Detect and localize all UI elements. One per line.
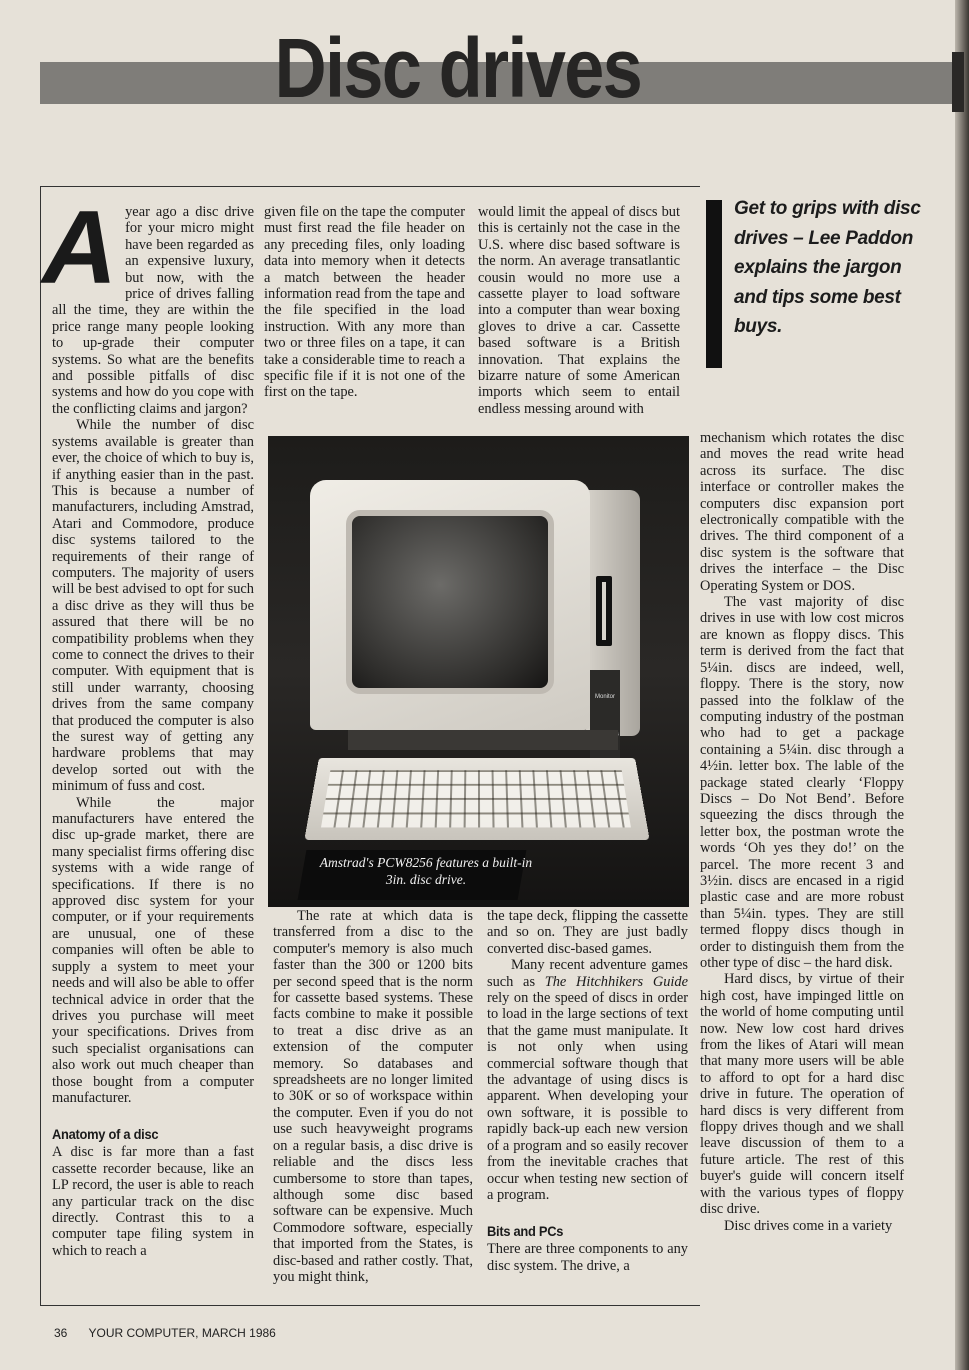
- section-heading: Bits and PCs: [487, 1223, 564, 1240]
- article-column-3-top: [478, 204, 680, 434]
- article-column-1: [42, 190, 254, 1304]
- monitor: [310, 480, 615, 730]
- paragraph: year ago a disc drive for your micro might have been regarded as an expensive luxury, but now, with the price of drives falling all the time, they are within the price range many people looking to up-grade their computer systems. So what are the benefits and possible pitfalls of disc systems and how do you cope with the conflicting claims and jargon?: [52, 204, 254, 417]
- paragraph: A disc is far more than a fast cassette recorder because, like an LP record, the user is able to reach any particular track on the disc directly. Contrast this to a computer tape filing system in which to reach a: [52, 1144, 254, 1259]
- disc-drive-slot: [596, 576, 612, 646]
- paragraph: given file on the tape the computer must first read the file header on any preceding files, only loading data into memory when it detects a match between the header information read from the tape and the file specified in the load instruction. With any more than two or three files on a tape, it can take a considerable time to reach a specific file if it is not one of the first on the tape.: [264, 204, 465, 401]
- article-column-4: [700, 430, 904, 1310]
- photo-amstrad-pcw8256: [268, 436, 689, 907]
- paragraph: The rate at which data is transferred from a disc to the computer's memory is also much faster than the 300 or 1200 bits per second speed that is the norm for cassette based systems. These facts combine to make it possible to treat a disc drive as an extension of the computer memory. So databases and spreadsheets are no longer limited to 30K or so of workspace within the computer. Even if you do not use such heavyweight programs on a regular basis, a disc drive is reliable and the discs less cumbersome to store than tapes, although some disc based software can be expensive. Much Commodore software, especially that imported from the States, is disc-based and rather costly. That, you might think,: [273, 908, 473, 1285]
- title-band-tab: [952, 52, 964, 112]
- text-run: rely on the speed of discs in order to load in the large sections of text that the game must manipulate. It is not only when using commercial software though that the advantage of using discs is apparent. When developing your own software, it is possible to rapidly back-up each new version of a program and so easily recover from the inevitable craches that occur when testing new section of a program.: [487, 990, 688, 1203]
- page-number: 36: [54, 1326, 68, 1340]
- article-column-3-bottom: [487, 908, 688, 1303]
- paragraph: would limit the appeal of discs but this is certainly not the case in the U.S. where disc based software is the norm. An average transatlantic cousin would no more use a cassette player to load software into a computer than wear boxing gloves to drive a car. Cassette based software is a British innovation. That explains the bizarre nature of some American imports which seem to entail endless messing around with: [478, 204, 680, 417]
- keyboard: [304, 758, 649, 840]
- frame-rule-top: [40, 186, 700, 187]
- paragraph: There are three components to any disc system. The drive, a: [487, 1241, 688, 1274]
- text-run: Many recent adventure games such as: [487, 957, 688, 990]
- paragraph: Disc drives come in a variety: [724, 1217, 893, 1234]
- monitor-screen: [346, 510, 554, 694]
- paragraph: While the number of disc systems available is greater than ever, the choice of which to buy is, if anything easier than in the past. This is because a number of manufacturers, including Amstrad, Atari and Commodore, produce disc systems tailored to the requirements of their range of computers. The majority of users will be best advised to opt for such a disc drive as they will thus be assured that there will be no compatibility problems when they come to connect the drives to their computer. With equipment that is still under warranty, choosing drives from the same company that produced the computer is also the surest way of getting any hardware problems that may develop sorted out with the minimum of fuss and cost.: [52, 417, 254, 795]
- frame-rule-bottom: [40, 1305, 700, 1306]
- game-title: The Hitchhikers Guide: [544, 973, 688, 990]
- paragraph: While the major manufacturers have entered the disc up-grade market, there are many specialist firms offering disc systems with a wide range of specifications. If there is no approved disc system for your computer, or if your requirements are unusual, one of these companies will often be able to supply a system to meet your needs and will also be able to offer technical advice in order that the drives you purchase will meet your specifications. Drives from such specialist organisations can also work out much cheaper than those bought from a computer manufacturer.: [52, 794, 254, 1106]
- standfirst-text: Get to grips with disc drives – Lee Paddon explains the jargon and tips some best buys.: [734, 198, 921, 337]
- paragraph: the tape deck, flipping the cassette and so on. They are just badly converted disc-based games.: [487, 908, 688, 957]
- page-footer: [54, 1326, 276, 1340]
- paragraph: mechanism which rotates the disc and moves the read write head across its surface. The disc interface or controller makes the computers disc expansion port electronically compatible with the drives. The third component of a disc system is the software that drives the interface – the Disc Operating System or DOS.: [700, 430, 904, 594]
- section-heading: Anatomy of a disc: [52, 1126, 159, 1143]
- standfirst-bar: [706, 200, 722, 368]
- article-column-2-top: [264, 204, 465, 434]
- monitor-stand: [348, 730, 618, 750]
- frame-rule-left: [40, 186, 41, 1306]
- drop-cap: A: [42, 190, 118, 306]
- page-title: Disc drives: [274, 21, 642, 115]
- paragraph: The vast majority of disc drives in use with low cost micros are known as floppy discs. This term is derived from the fact that 5¼in. discs are indeed, well, floppy. There is the story, now passed into the folklaw of the computing industry of the postman who had to get a package containing a 5¼in. disc through a 4½in. letter box. The lable of the package stated clearly ‘Floppy Discs – Do Not Bend’. Before squeezing the discs through the letter box, the postman wrote the words ‘Oh yes they do!’ on the parcel. The more recent 3 and 3½in. discs are encased in a rigid plastic case and are more robust than 5¼in. types. They are still termed floppy discs though in order to distinguish them from the other type of disc – the hard disk.: [700, 594, 904, 971]
- paragraph: [487, 957, 688, 1203]
- monitor-badge-text: Monitor: [594, 694, 615, 700]
- keyboard-keys: [321, 770, 631, 827]
- article-column-2-bottom: [273, 908, 473, 1303]
- page-edge: [955, 0, 969, 1370]
- paragraph: Hard discs, by virtue of their high cost, have impinged little on the world of home computing until now. New low cost hard drives from the likes of Atari will mean that many more users will be able to afford to opt for a hard disc drive in future. The operation of hard discs is very different from floppy drives though and we shall leave discussion of them to a future article. The rest of this buyer's guide will concern itself with the various types of floppy disc drive.: [700, 971, 904, 1218]
- publication-name: YOUR COMPUTER, MARCH 1986: [88, 1326, 276, 1340]
- photo-caption: Amstrad's PCW8256 features a built-in 3in. disc drive.: [319, 855, 533, 887]
